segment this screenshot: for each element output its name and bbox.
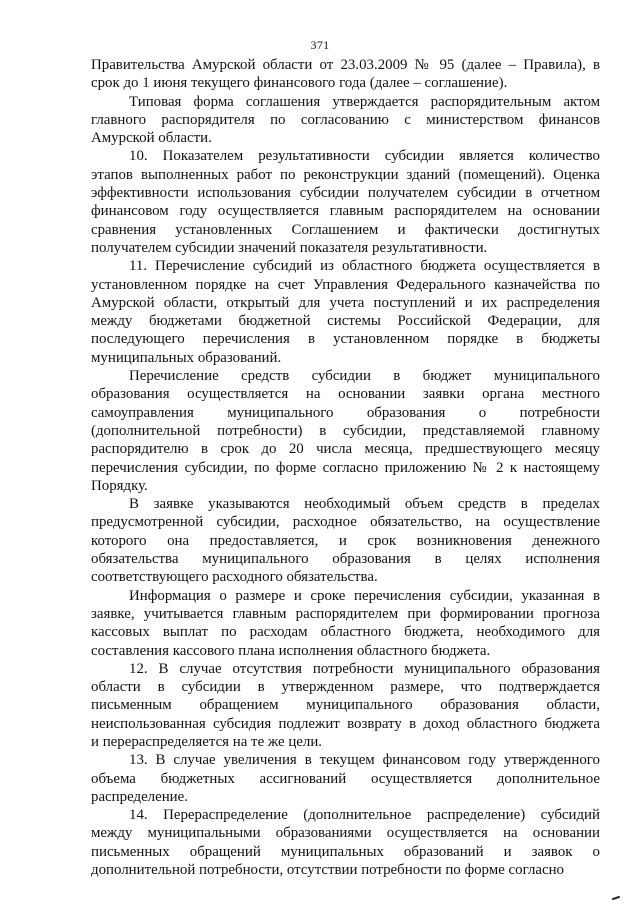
text-line: соответствующего расходного обязательства.: [91, 569, 378, 586]
paragraph: [91, 147, 600, 257]
text-line: объема бюджетных ассигнований осуществляется дополнительное: [91, 770, 600, 787]
text-line: которого она предоставляется, и срок возникновения денежного: [91, 532, 600, 549]
text-line: 11. Перечисление субсидий из областного бюджета осуществляется в: [129, 258, 600, 275]
text-line: обязательства муниципального образования в целях исполнения: [91, 551, 600, 568]
text-line: срок до 1 июня текущего финансового года (далее – соглашение).: [91, 75, 508, 92]
text-line: эффективности использования субсидии получателем субсидии в отчетном: [91, 185, 600, 202]
text-line: распределение.: [91, 788, 188, 805]
text-line: кассовых выплат по расходам областного бюджета, необходимого для: [91, 624, 600, 641]
paragraph: [91, 257, 600, 367]
paragraph: [91, 56, 600, 93]
text-line: муниципальных образований.: [91, 349, 282, 366]
page-number: 371: [310, 38, 330, 52]
text-line: Амурской области, открытый для учета поступлений и их распределения: [91, 294, 600, 311]
text-line: Амурской области.: [91, 130, 212, 147]
text-line: последующего перечисления в установленном порядке в бюджеты: [91, 331, 600, 348]
text-line: перечисления субсидии, по форме согласно приложению № 2 к настоящему: [91, 459, 600, 476]
paragraph: [91, 495, 600, 586]
text-line: образования осуществляется на основании заявки органа местного: [91, 386, 600, 403]
text-line: дополнительной потребности, отсутствии потребности по форме согласно: [91, 862, 565, 879]
paragraph: [91, 587, 600, 660]
text-line: самоуправления муниципального образования о потребности: [91, 404, 600, 421]
text-line: Информация о размере и сроке перечисления субсидии, указанная в: [129, 587, 600, 604]
text-line: 10. Показателем результативности субсидии является количество: [129, 148, 600, 165]
text-line: составления кассового плана исполнения областного бюджета.: [91, 642, 491, 659]
paragraph: [91, 806, 600, 879]
text-line: между муниципальными образованиями осуществляется на основании: [91, 825, 600, 842]
text-line: между бюджетами бюджетной системы Российской Федерации, для: [91, 313, 600, 330]
text-line: 13. В случае увеличения в текущем финансовом году утвержденного: [129, 752, 600, 769]
text-line: сравнения установленных Соглашением и фактически достигнутых: [91, 221, 600, 238]
paragraph: [91, 660, 600, 751]
text-line: распорядителю в срок до 20 числа месяца, предшествующего месяцу: [91, 441, 600, 458]
text-line: 12. В случае отсутствия потребности муниципального образования: [129, 660, 600, 677]
text-line: письменных обращений муниципальных образований и заявок о: [91, 843, 600, 860]
scan-artifact: [612, 896, 620, 901]
text-line: Перечисление средств субсидии в бюджет муниципального: [129, 368, 600, 385]
text-line: получателем субсидии значений показателя результативности.: [91, 239, 488, 256]
paragraph: [91, 751, 600, 806]
text-line: (дополнительной потребности) в субсидии, представляемой главному: [91, 422, 600, 439]
text-line: Типовая форма соглашения утверждается распорядительным актом: [129, 93, 600, 110]
text-line: Порядку.: [91, 477, 148, 494]
paragraph: [91, 367, 600, 495]
text-line: финансовом году осуществляется главным распорядителем на основании: [91, 203, 600, 220]
text-line: и перераспределяется на те же цели.: [91, 733, 323, 750]
text-line: неиспользованная субсидия подлежит возврату в доход областного бюджета: [91, 715, 600, 732]
text-line: В заявке указываются необходимый объем средств в пределах: [129, 496, 600, 513]
text-line: установленном порядке на счет Управления Федерального казначейства по: [91, 276, 600, 293]
text-line: Правительства Амурской области от 23.03.2009 № 95 (далее – Правила), в: [91, 57, 600, 73]
text-line: предусмотренной субсидии, расходное обязательство, на осуществление: [91, 514, 600, 531]
document-body: [91, 56, 600, 879]
text-line: области в субсидии в утвержденном размере, что подтверждается: [91, 679, 600, 696]
text-line: 14. Перераспределение (дополнительное распределение) субсидий: [129, 807, 600, 824]
paragraph: [91, 93, 600, 148]
text-line: этапов выполненных работ по реконструкции зданий (помещений). Оценка: [91, 166, 600, 183]
text-line: главного распорядителя по согласованию с министерством финансов: [91, 111, 600, 128]
text-line: письменным обращением муниципального образования области,: [91, 697, 600, 714]
text-line: заявке, учитывается главным распорядителем при формировании прогноза: [91, 605, 600, 622]
